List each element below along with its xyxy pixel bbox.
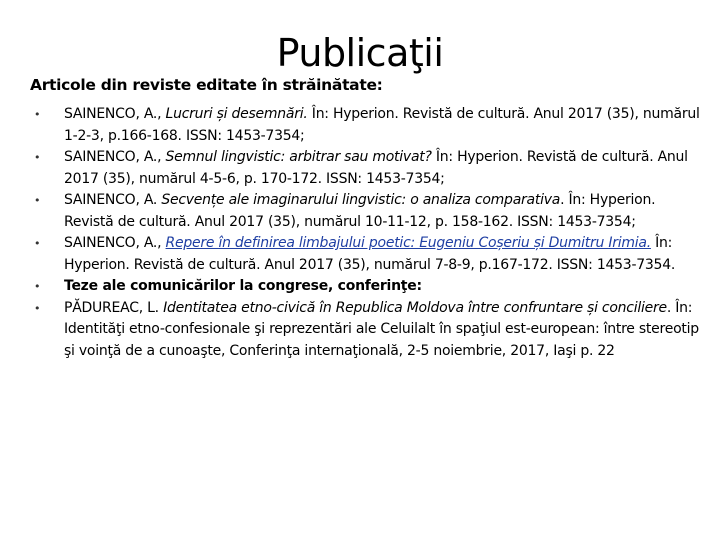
item-details: . În: Hyperion. Revistă de cultură. Anul 2017 (35), numărul 10-11-12, p. 158-162. ISSN: 1453-7354; (64, 192, 656, 230)
list-item (34, 233, 704, 276)
item-title: Lucruri și desemnări. (165, 106, 308, 122)
item-author: SAINENCO, A., (64, 149, 166, 165)
bullet-icon: • (34, 194, 41, 207)
item-details: În: Hyperion. Revistă de cultură. Anul 2017 (35), numărul 1-2-3, p.166-168. ISSN: 1453-7354; (64, 106, 700, 144)
list-item (34, 104, 704, 147)
item-title: Semnul lingvistic: arbitrar sau motivat? (165, 149, 432, 165)
list-item (34, 147, 704, 190)
conference-heading: Teze ale comunicărilor la congrese, conferinţe: (64, 278, 422, 294)
list-item (34, 298, 704, 363)
item-details: În: Hyperion. Revistă de cultură. Anul 2017 (35), numărul 4-5-6, p. 170-172. ISSN: 1453-7354; (64, 149, 688, 187)
list-item (34, 276, 704, 298)
item-title: Secvențe ale imaginarului lingvistic: o analiza comparativa (161, 192, 561, 208)
item-details: . În: Identităţi etno-confesionale şi reprezentări ale Celuilalt în spaţiul est-european: între stereotip şi voinţă de a cunoaşte, Conferinţa internaţională, 2-5 noiembrie, 2017, Iaşi p. 22 (64, 299, 699, 359)
item-title-link[interactable]: Repere în definirea limbajului poetic: Eugeniu Coșeriu și Dumitru Irimia. (165, 235, 651, 251)
item-author: SAINENCO, A., (64, 235, 166, 251)
item-author: SAINENCO, A., (64, 106, 166, 122)
bullet-icon: • (34, 301, 41, 315)
section-heading: Articole din reviste editate în străinătate: (30, 76, 383, 94)
bullet-icon: • (34, 237, 41, 250)
item-author: PĂDUREAC, L. (64, 299, 164, 316)
slide-title: Publicaţii (276, 31, 444, 75)
bullet-icon: • (34, 108, 41, 121)
item-author: SAINENCO, A. (64, 192, 162, 208)
bullet-icon: • (34, 280, 41, 293)
bullet-icon: • (34, 151, 41, 164)
publication-list (34, 104, 704, 362)
item-details: În: Hyperion. Revistă de cultură. Anul 2017 (35), numărul 7-8-9, p.167-172. ISSN: 1453-7354. (64, 235, 676, 273)
list-item (34, 190, 704, 233)
item-title: Identitatea etno-civică în Republica Moldova între confruntare și conciliere (163, 299, 667, 316)
